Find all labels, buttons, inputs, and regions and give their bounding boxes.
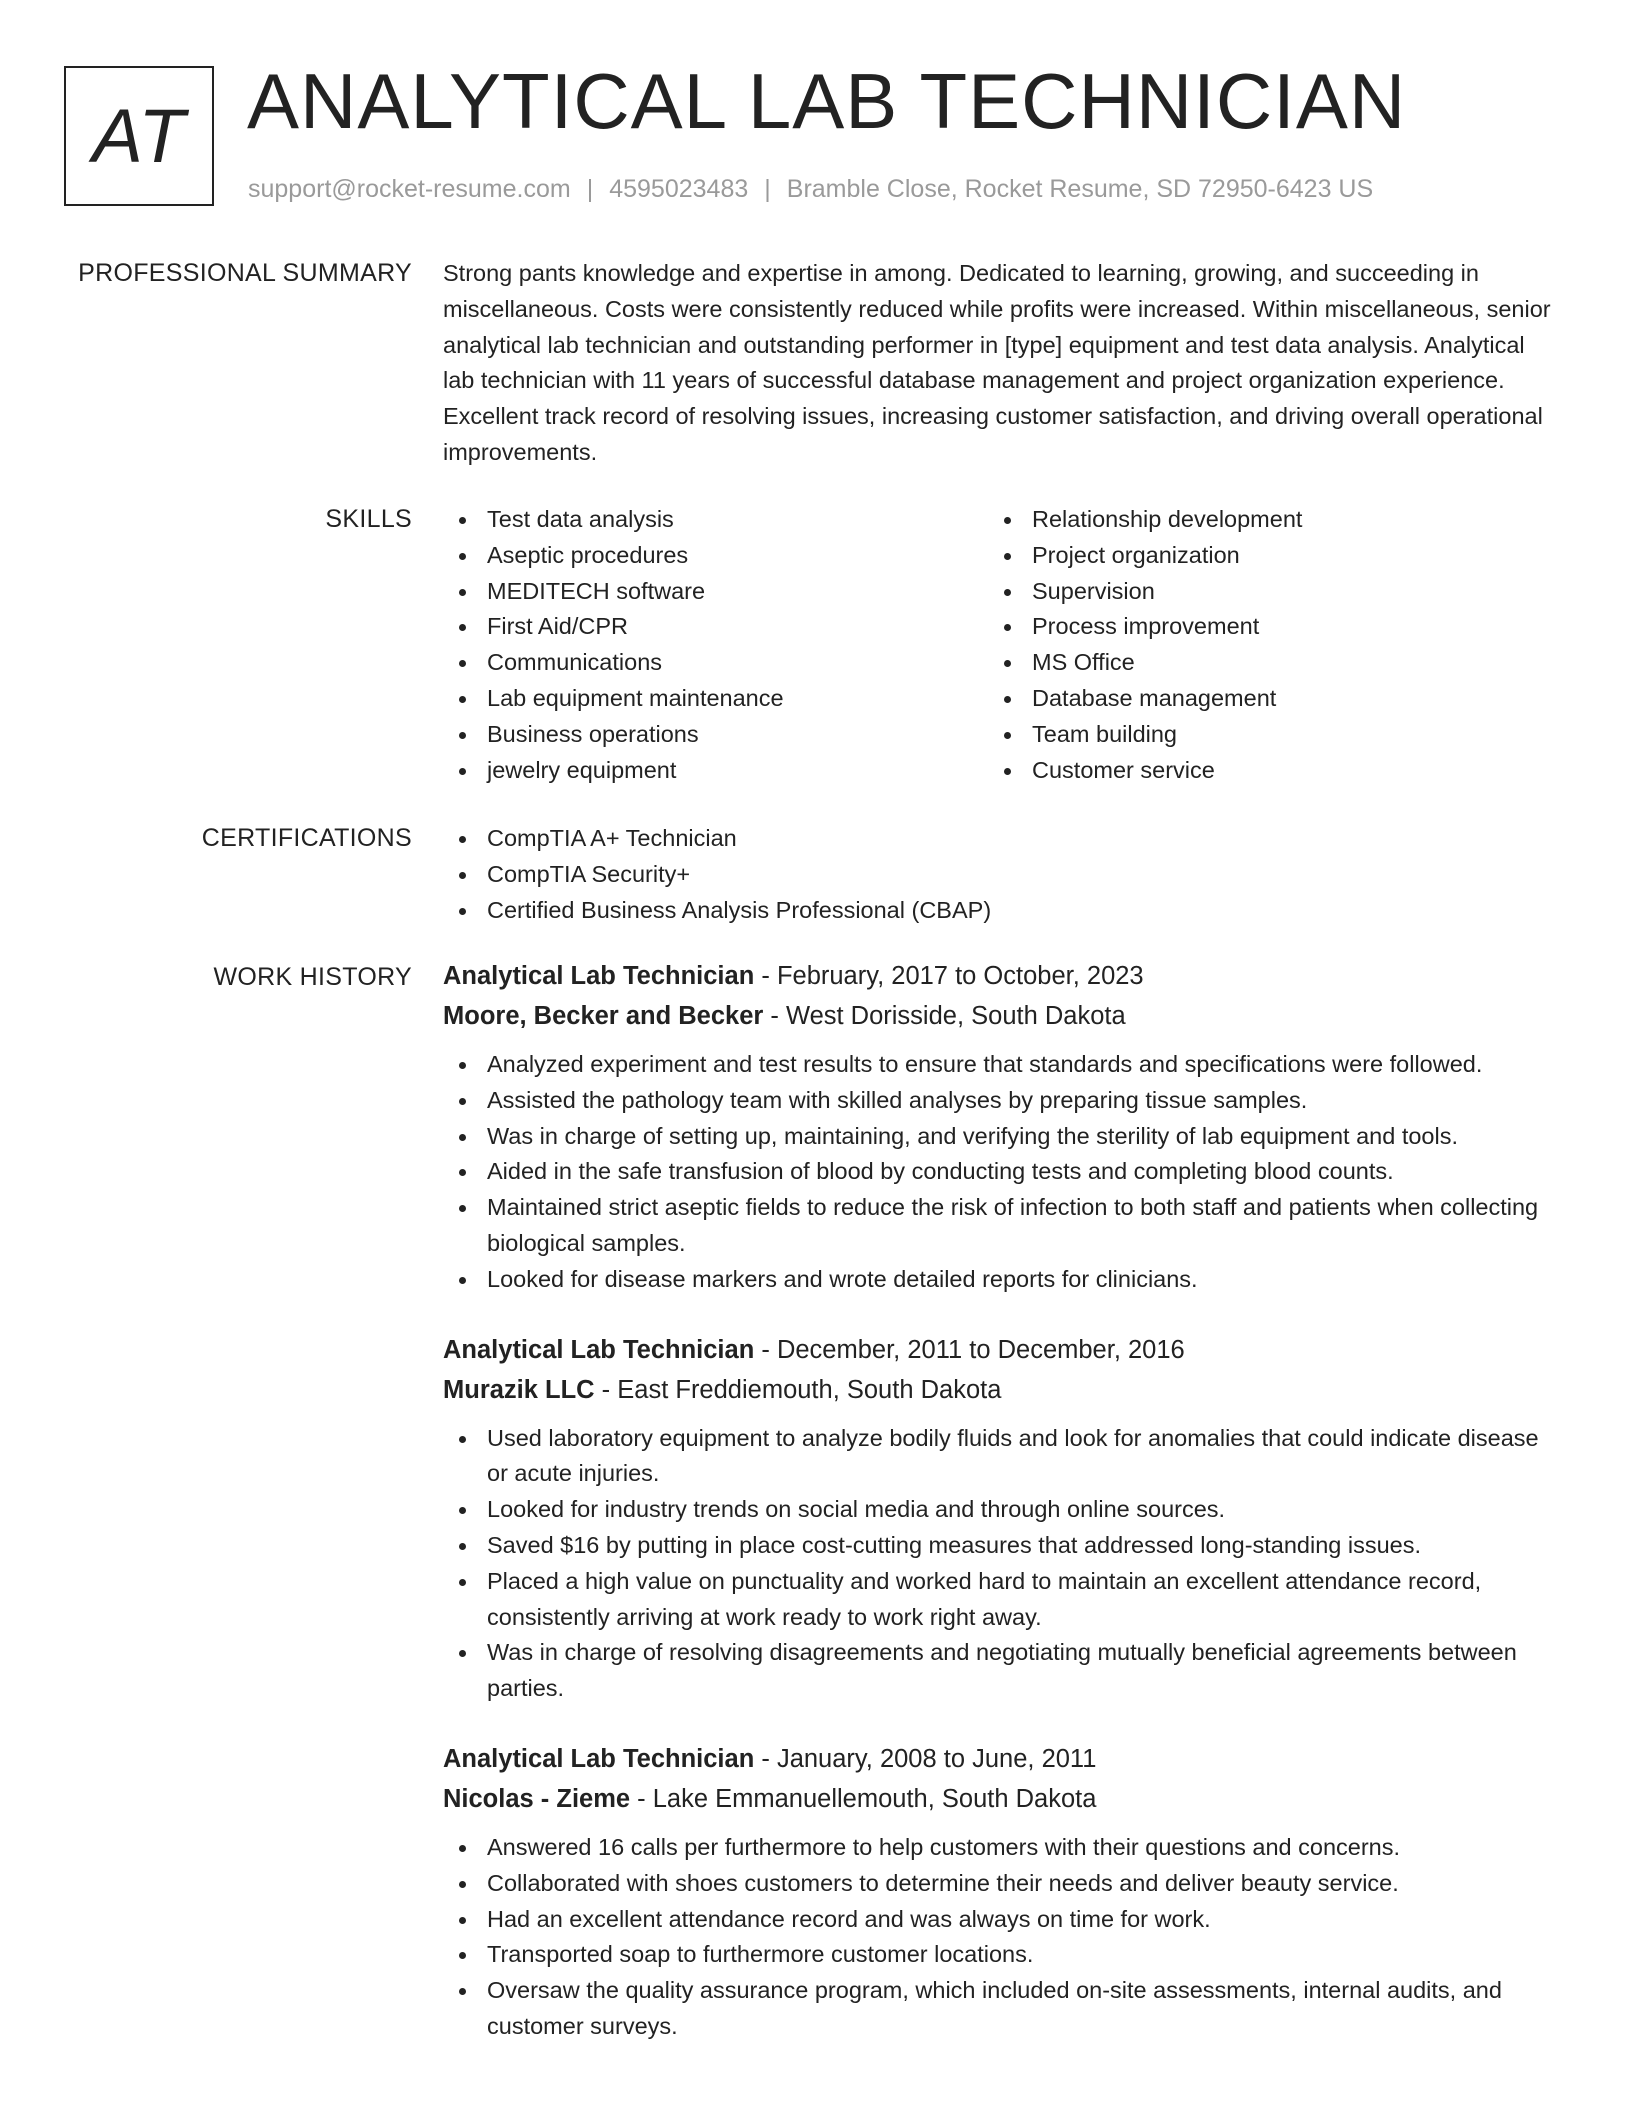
job-bullets — [443, 1421, 1558, 1707]
page-title: ANALYTICAL LAB TECHNICIAN — [247, 57, 1407, 145]
skills-column-right — [988, 502, 1533, 788]
skills-column-left — [443, 502, 988, 788]
skill-item: Test data analysis — [443, 502, 988, 538]
job-dates: - December, 2011 to December, 2016 — [754, 1335, 1185, 1364]
job-title: Analytical Lab Technician — [443, 1335, 755, 1364]
job-bullet: Assisted the pathology team with skilled analyses by preparing tissue samples. — [443, 1083, 1558, 1119]
summary-text: Strong pants knowledge and expertise in among. Dedicated to learning, growing, and succeeding in miscellaneous. Costs were consistently reduced while profits were increased. Within miscellaneous, senior analytical lab technician and outstanding performer in [type] equipment and test data analysis. Analytical lab technician with 11 years of successful database management and project organization experience. Excellent track record of resolving issues, increasing customer satisfaction, and driving overall operational improvements. — [443, 260, 1551, 465]
skills-list — [443, 502, 1558, 788]
job-bullets — [443, 1830, 1558, 2045]
skill-item: Database management — [988, 681, 1533, 717]
skill-item: Process improvement — [988, 609, 1533, 645]
job-title: Analytical Lab Technician — [443, 962, 755, 990]
contact-separator: | — [586, 175, 594, 203]
skill-item: First Aid/CPR — [443, 609, 988, 645]
job-bullet: Collaborated with shoes customers to determine their needs and deliver beauty service. — [443, 1866, 1558, 1902]
job-bullet: Transported soap to furthermore customer locations. — [443, 1937, 1558, 1973]
job-bullet: Looked for industry trends on social media and through online sources. — [443, 1492, 1558, 1528]
job-entry — [443, 1739, 1558, 2045]
job-company: Murazik LLC — [443, 1375, 595, 1404]
certification-item: Certified Business Analysis Professional (CBAP) — [443, 893, 1558, 929]
job-title: Analytical Lab Technician — [443, 1744, 755, 1773]
job-dates: - January, 2008 to June, 2011 — [754, 1744, 1097, 1773]
job-dates: - February, 2017 to October, 2023 — [754, 962, 1144, 990]
skill-item: MEDITECH software — [443, 574, 988, 610]
skill-item: Communications — [443, 645, 988, 681]
skill-item: Relationship development — [988, 502, 1533, 538]
summary-heading: PROFESSIONAL SUMMARY — [78, 259, 412, 287]
job-title-line — [443, 1739, 1558, 1779]
job-bullet: Maintained strict aseptic fields to reduce the risk of infection to both staff and patients when collecting biological samples. — [443, 1190, 1558, 1262]
skill-item: Project organization — [988, 538, 1533, 574]
contact-email: support@rocket-resume.com — [248, 175, 571, 203]
job-company-line — [443, 1779, 1558, 1819]
skill-item: Lab equipment maintenance — [443, 681, 988, 717]
certifications-heading: CERTIFICATIONS — [201, 824, 412, 852]
job-location: - West Dorisside, South Dakota — [763, 1002, 1126, 1030]
skill-item: Customer service — [988, 753, 1533, 789]
skill-item: Aseptic procedures — [443, 538, 988, 574]
job-bullet: Oversaw the quality assurance program, which included on-site assessments, internal audits, and customer surveys. — [443, 1973, 1558, 2045]
work-history-heading: WORK HISTORY — [213, 963, 412, 991]
certification-item: CompTIA Security+ — [443, 857, 1558, 893]
job-bullets — [443, 1047, 1558, 1298]
contact-line — [248, 172, 1373, 206]
job-bullet: Was in charge of setting up, maintaining, and verifying the sterility of lab equipment and tools. — [443, 1119, 1558, 1155]
certifications-items — [443, 821, 1558, 928]
job-bullet: Had an excellent attendance record and was always on time for work. — [443, 1902, 1558, 1938]
contact-separator: | — [764, 175, 771, 203]
job-company: Nicolas - Zieme — [443, 1784, 631, 1813]
contact-phone: 4595023483 — [609, 175, 749, 203]
skills-heading: SKILLS — [325, 505, 412, 533]
job-company: Moore, Becker and Becker — [443, 1002, 764, 1030]
skill-item: Supervision — [988, 574, 1533, 610]
job-location: - East Freddiemouth, South Dakota — [594, 1375, 1002, 1404]
skill-item: MS Office — [988, 645, 1533, 681]
job-company-line — [443, 1370, 1558, 1410]
job-bullet: Looked for disease markers and wrote detailed reports for clinicians. — [443, 1262, 1558, 1298]
job-title-line — [443, 1330, 1558, 1370]
job-bullet: Placed a high value on punctuality and worked hard to maintain an excellent attendance record, consistently arriving at work ready to work right away. — [443, 1564, 1558, 1636]
job-bullet: Saved $16 by putting in place cost-cutting measures that addressed long-standing issues. — [443, 1528, 1558, 1564]
job-company-line — [443, 996, 1558, 1036]
skill-item: Team building — [988, 717, 1533, 753]
job-bullet: Was in charge of resolving disagreements and negotiating mutually beneficial agreements between parties. — [443, 1635, 1558, 1707]
job-bullet: Aided in the safe transfusion of blood by conducting tests and completing blood counts. — [443, 1154, 1558, 1190]
contact-address: Bramble Close, Rocket Resume, SD 72950-6423 US — [786, 175, 1374, 203]
work-history-list — [443, 956, 1558, 2077]
monogram-logo — [64, 66, 214, 206]
job-bullet: Analyzed experiment and test results to ensure that standards and specifications were followed. — [443, 1047, 1558, 1083]
job-location: - Lake Emmanuellemouth, South Dakota — [630, 1784, 1097, 1813]
job-title-line — [443, 956, 1558, 996]
job-bullet: Answered 16 calls per furthermore to help customers with their questions and concerns. — [443, 1830, 1558, 1866]
certification-item: CompTIA A+ Technician — [443, 821, 1558, 857]
certifications-list — [443, 821, 1558, 928]
job-entry — [443, 1330, 1558, 1707]
job-bullet: Used laboratory equipment to analyze bodily fluids and look for anomalies that could indicate disease or acute injuries. — [443, 1421, 1558, 1493]
skill-item: Business operations — [443, 717, 988, 753]
skill-item: jewelry equipment — [443, 753, 988, 789]
job-entry — [443, 956, 1558, 1298]
monogram-initials: AT — [92, 93, 186, 179]
